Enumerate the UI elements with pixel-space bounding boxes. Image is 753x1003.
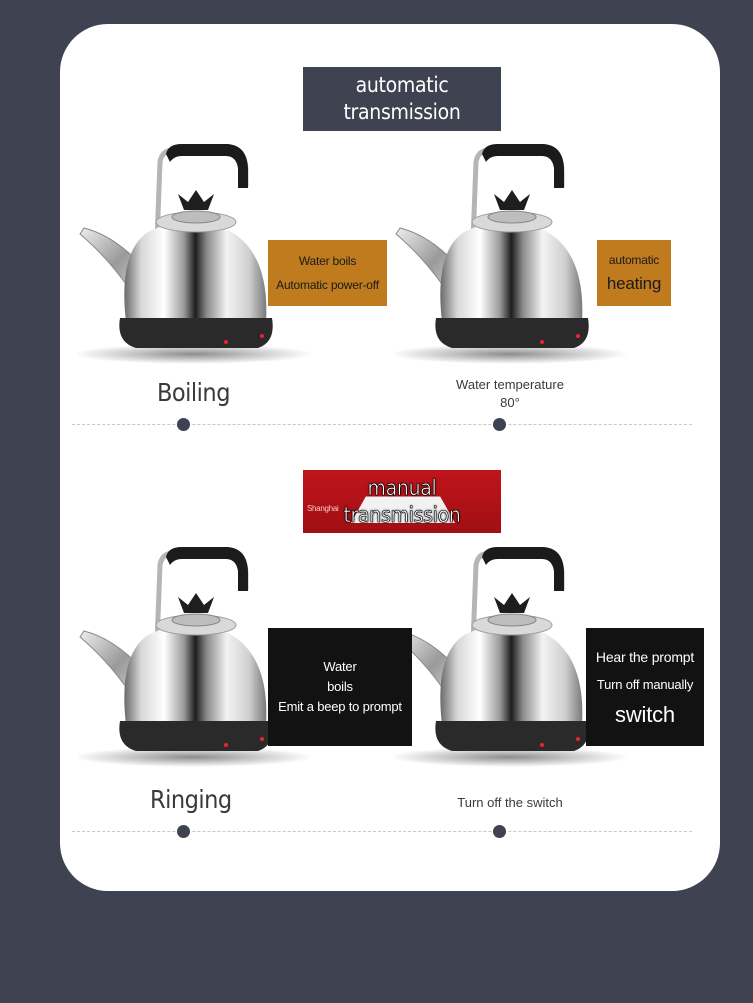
manual-transmission-banner [303,470,501,533]
timeline-dot [493,825,506,838]
callout-line-1: automatic [608,253,660,267]
caption-line-1: Water temperature [456,377,564,392]
caption-line-2: 80° [500,395,520,410]
callout-line-1: Hear the prompt [595,649,695,665]
callout-line-2: boils [327,679,353,694]
banner-line-2: transmission [343,100,461,124]
water-temperature-caption [440,376,580,412]
timeline-dot [493,418,506,431]
turn-off-manually-callout [586,628,704,746]
callout-line-3: Emit a beep to prompt [278,699,402,714]
callout-line-3: switch [615,702,675,727]
beep-prompt-callout [268,628,412,746]
ringing-caption: Ringing [150,785,232,814]
callout-line-1: Water boils [298,254,357,268]
section-divider [72,831,692,832]
timeline-dot [177,825,190,838]
callout-line-2: Turn off manually [596,677,694,692]
turn-off-switch-caption: Turn off the switch [457,795,563,810]
callout-line-2: Automatic power-off [276,278,379,292]
callout-line-2: heating [606,274,662,293]
section-divider [72,424,692,425]
banner-line-1: manual [367,475,437,500]
automatic-heating-callout [597,240,671,306]
callout-line-1: Water [323,659,357,674]
banner-small-text: Shanghai [307,504,339,513]
boil-power-off-callout [268,240,387,306]
banner-line-2: transmission [343,502,461,527]
banner-line-1: automatic [355,73,449,97]
timeline-dot [177,418,190,431]
automatic-transmission-banner [303,67,501,131]
boiling-caption: Boiling [157,378,230,407]
